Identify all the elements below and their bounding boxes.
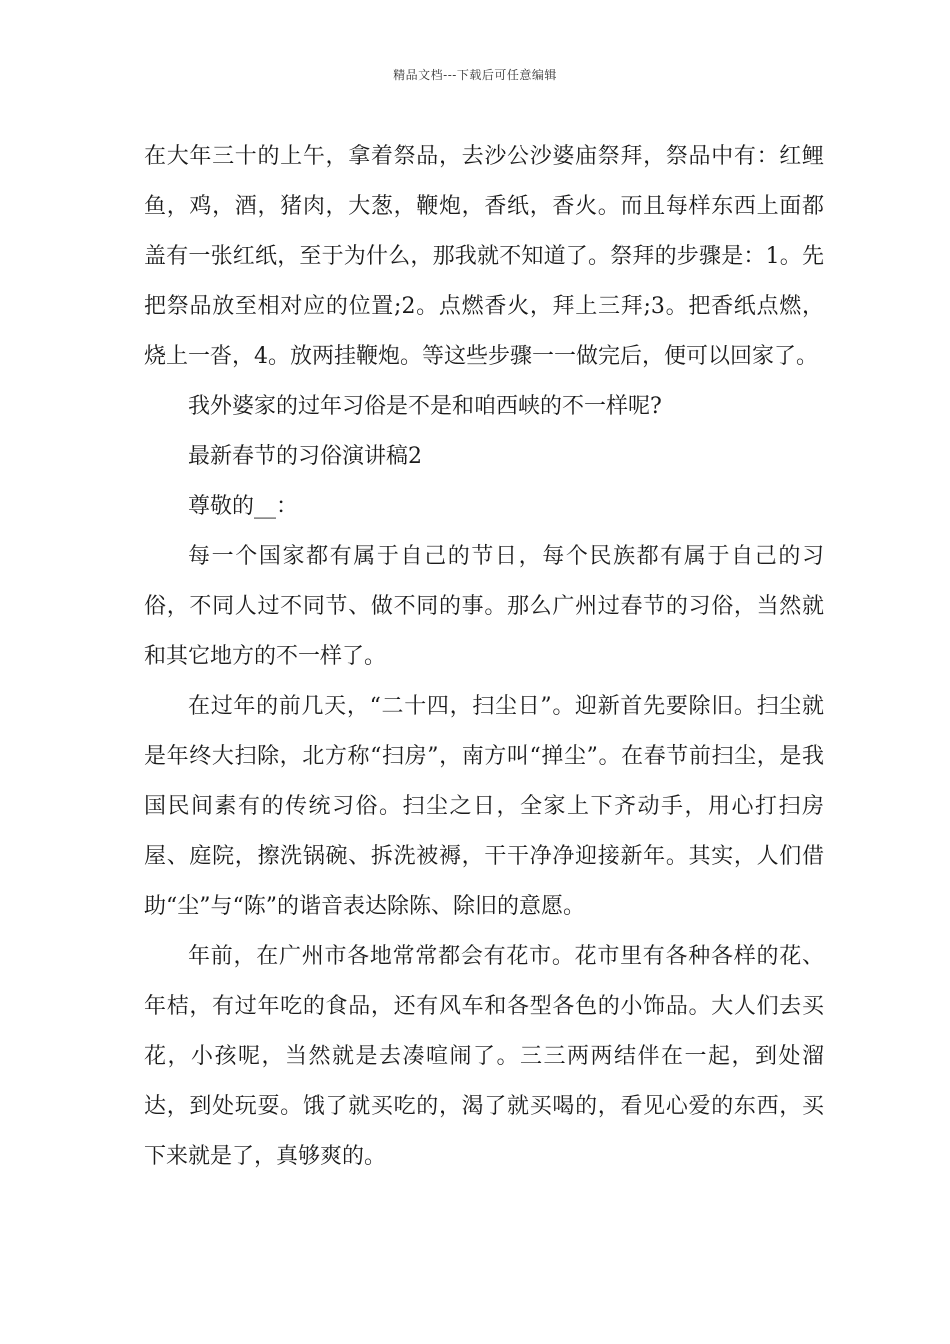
paragraph-offering-ritual: 在大年三十的上午，拿着祭品，去沙公沙婆庙祭拜，祭品中有：红鲤鱼，鸡，酒，猪肉，大葱，鞭炮，香纸，香火。而且每样东西上面都盖有一张红纸，至于为什么，那我就不知道了。祭拜的步骤是：1。先把祭品放至相对应的位置;2。点燃香火，拜上三拜;3。把香纸点燃，烧上一沓，4。放两挂鞭炮。等这些步骤一一做完后，便可以回家了。 [144,144,824,369]
document-body [144,132,824,1182]
paragraph-sweeping-dust: 在过年的前几天，“二十四，扫尘日”。迎新首先要除旧。扫尘就是年终大扫除，北方称“扫房”，南方叫“掸尘”。在春节前扫尘，是我国民间素有的传统习俗。扫尘之日，全家上下齐动手，用心打扫房屋、庭院，擦洗锅碗、拆洗被褥，干干净净迎接新年。其实，人们借助“尘”与“陈”的谐音表达除陈、除旧的意愿。 [144,694,824,919]
paragraph-flower-market: 年前，在广州市各地常常都会有花市。花市里有各种各样的花、年桔，有过年吃的食品，还有风车和各型各色的小饰品。大人们去买花，小孩呢，当然就是去凑喧闹了。三三两两结伴在一起，到处溜达，到处玩耍。饿了就买吃的，渴了就买喝的，看见心爱的东西，买下来就是了，真够爽的。 [144,944,824,1169]
paragraph-festival-intro: 每一个国家都有属于自己的节日，每个民族都有属于自己的习俗，不同人过不同节、做不同的事。那么广州过春节的习俗，当然就和其它地方的不一样了。 [144,544,824,669]
paragraph-question: 我外婆家的过年习俗是不是和咱西峡的不一样呢? [188,394,662,419]
section-title: 最新春节的习俗演讲稿2 [188,444,422,469]
salutation: 尊敬的__： [188,494,299,519]
page-header-watermark: 精品文档---下载后可任意编辑 [393,68,557,82]
